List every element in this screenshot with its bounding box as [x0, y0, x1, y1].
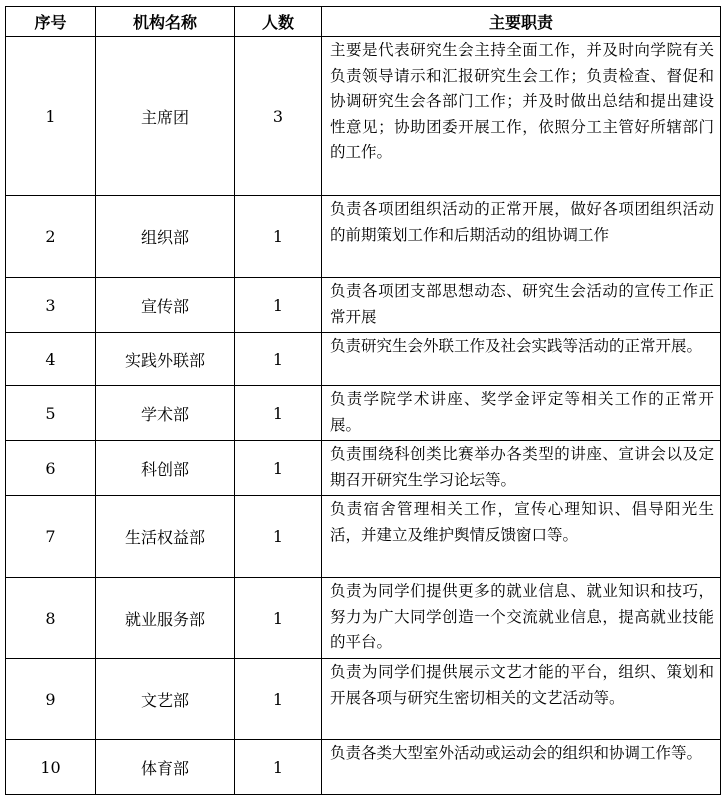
row-duties: 负责宿舍管理相关工作，宣传心理知识、倡导阳光生活，并建立及维护舆情反馈窗口等。 — [322, 496, 721, 578]
row-index: 3 — [6, 278, 96, 333]
row-duties: 主要是代表研究生会主持全面工作，并及时向学院有关负责领导请示和汇报研究生会工作；负责检查、督促和协调研究生会各部门工作；并及时做出总结和提出建设性意见；协助团委开展工作，依照分工主管好所辖部门的工作。 — [322, 37, 721, 196]
row-count: 1 — [235, 578, 322, 659]
row-org-name: 体育部 — [96, 740, 235, 795]
table-row — [6, 37, 721, 196]
row-index: 2 — [6, 196, 96, 278]
row-org-name: 组织部 — [96, 196, 235, 278]
row-duties: 负责学院学术讲座、奖学金评定等相关工作的正常开展。 — [322, 386, 721, 441]
row-count: 3 — [235, 37, 322, 196]
row-org-name: 学术部 — [96, 386, 235, 441]
row-org-name: 文艺部 — [96, 659, 235, 740]
row-duties: 负责为同学们提供展示文艺才能的平台，组织、策划和开展各项与研究生密切相关的文艺活动等。 — [322, 659, 721, 740]
row-org-name: 科创部 — [96, 441, 235, 496]
table-row — [6, 278, 721, 333]
row-count: 1 — [235, 740, 322, 795]
row-count: 1 — [235, 386, 322, 441]
row-count: 1 — [235, 441, 322, 496]
row-count: 1 — [235, 496, 322, 578]
header-duties: 主要职责 — [322, 7, 721, 37]
row-count: 1 — [235, 278, 322, 333]
table-row — [6, 333, 721, 386]
org-duties-table — [5, 6, 721, 795]
row-org-name: 就业服务部 — [96, 578, 235, 659]
table-row — [6, 578, 721, 659]
row-count: 1 — [235, 659, 322, 740]
row-org-name: 实践外联部 — [96, 333, 235, 386]
row-index: 5 — [6, 386, 96, 441]
table-row — [6, 740, 721, 795]
row-index: 7 — [6, 496, 96, 578]
org-table-container — [5, 6, 721, 795]
row-duties: 负责为同学们提供更多的就业信息、就业知识和技巧，努力为广大同学创造一个交流就业信息，提高就业技能的平台。 — [322, 578, 721, 659]
table-header-row — [6, 7, 721, 37]
row-count: 1 — [235, 196, 322, 278]
table-row — [6, 659, 721, 740]
row-org-name: 主席团 — [96, 37, 235, 196]
row-duties: 负责各项团支部思想动态、研究生会活动的宣传工作正常开展 — [322, 278, 721, 333]
table-row — [6, 496, 721, 578]
header-count: 人数 — [235, 7, 322, 37]
row-index: 8 — [6, 578, 96, 659]
row-org-name: 宣传部 — [96, 278, 235, 333]
table-row — [6, 386, 721, 441]
table-row — [6, 441, 721, 496]
table-row — [6, 196, 721, 278]
row-index: 6 — [6, 441, 96, 496]
row-duties: 负责研究生会外联工作及社会实践等活动的正常开展。 — [322, 333, 721, 386]
header-org-name: 机构名称 — [96, 7, 235, 37]
row-org-name: 生活权益部 — [96, 496, 235, 578]
row-index: 9 — [6, 659, 96, 740]
row-duties: 负责各项团组织活动的正常开展，做好各项团组织活动的前期策划工作和后期活动的组协调工作 — [322, 196, 721, 278]
row-index: 10 — [6, 740, 96, 795]
row-index: 1 — [6, 37, 96, 196]
row-count: 1 — [235, 333, 322, 386]
header-index: 序号 — [6, 7, 96, 37]
row-duties: 负责围绕科创类比赛举办各类型的讲座、宣讲会以及定期召开研究生学习论坛等。 — [322, 441, 721, 496]
row-duties: 负责各类大型室外活动或运动会的组织和协调工作等。 — [322, 740, 721, 795]
row-index: 4 — [6, 333, 96, 386]
